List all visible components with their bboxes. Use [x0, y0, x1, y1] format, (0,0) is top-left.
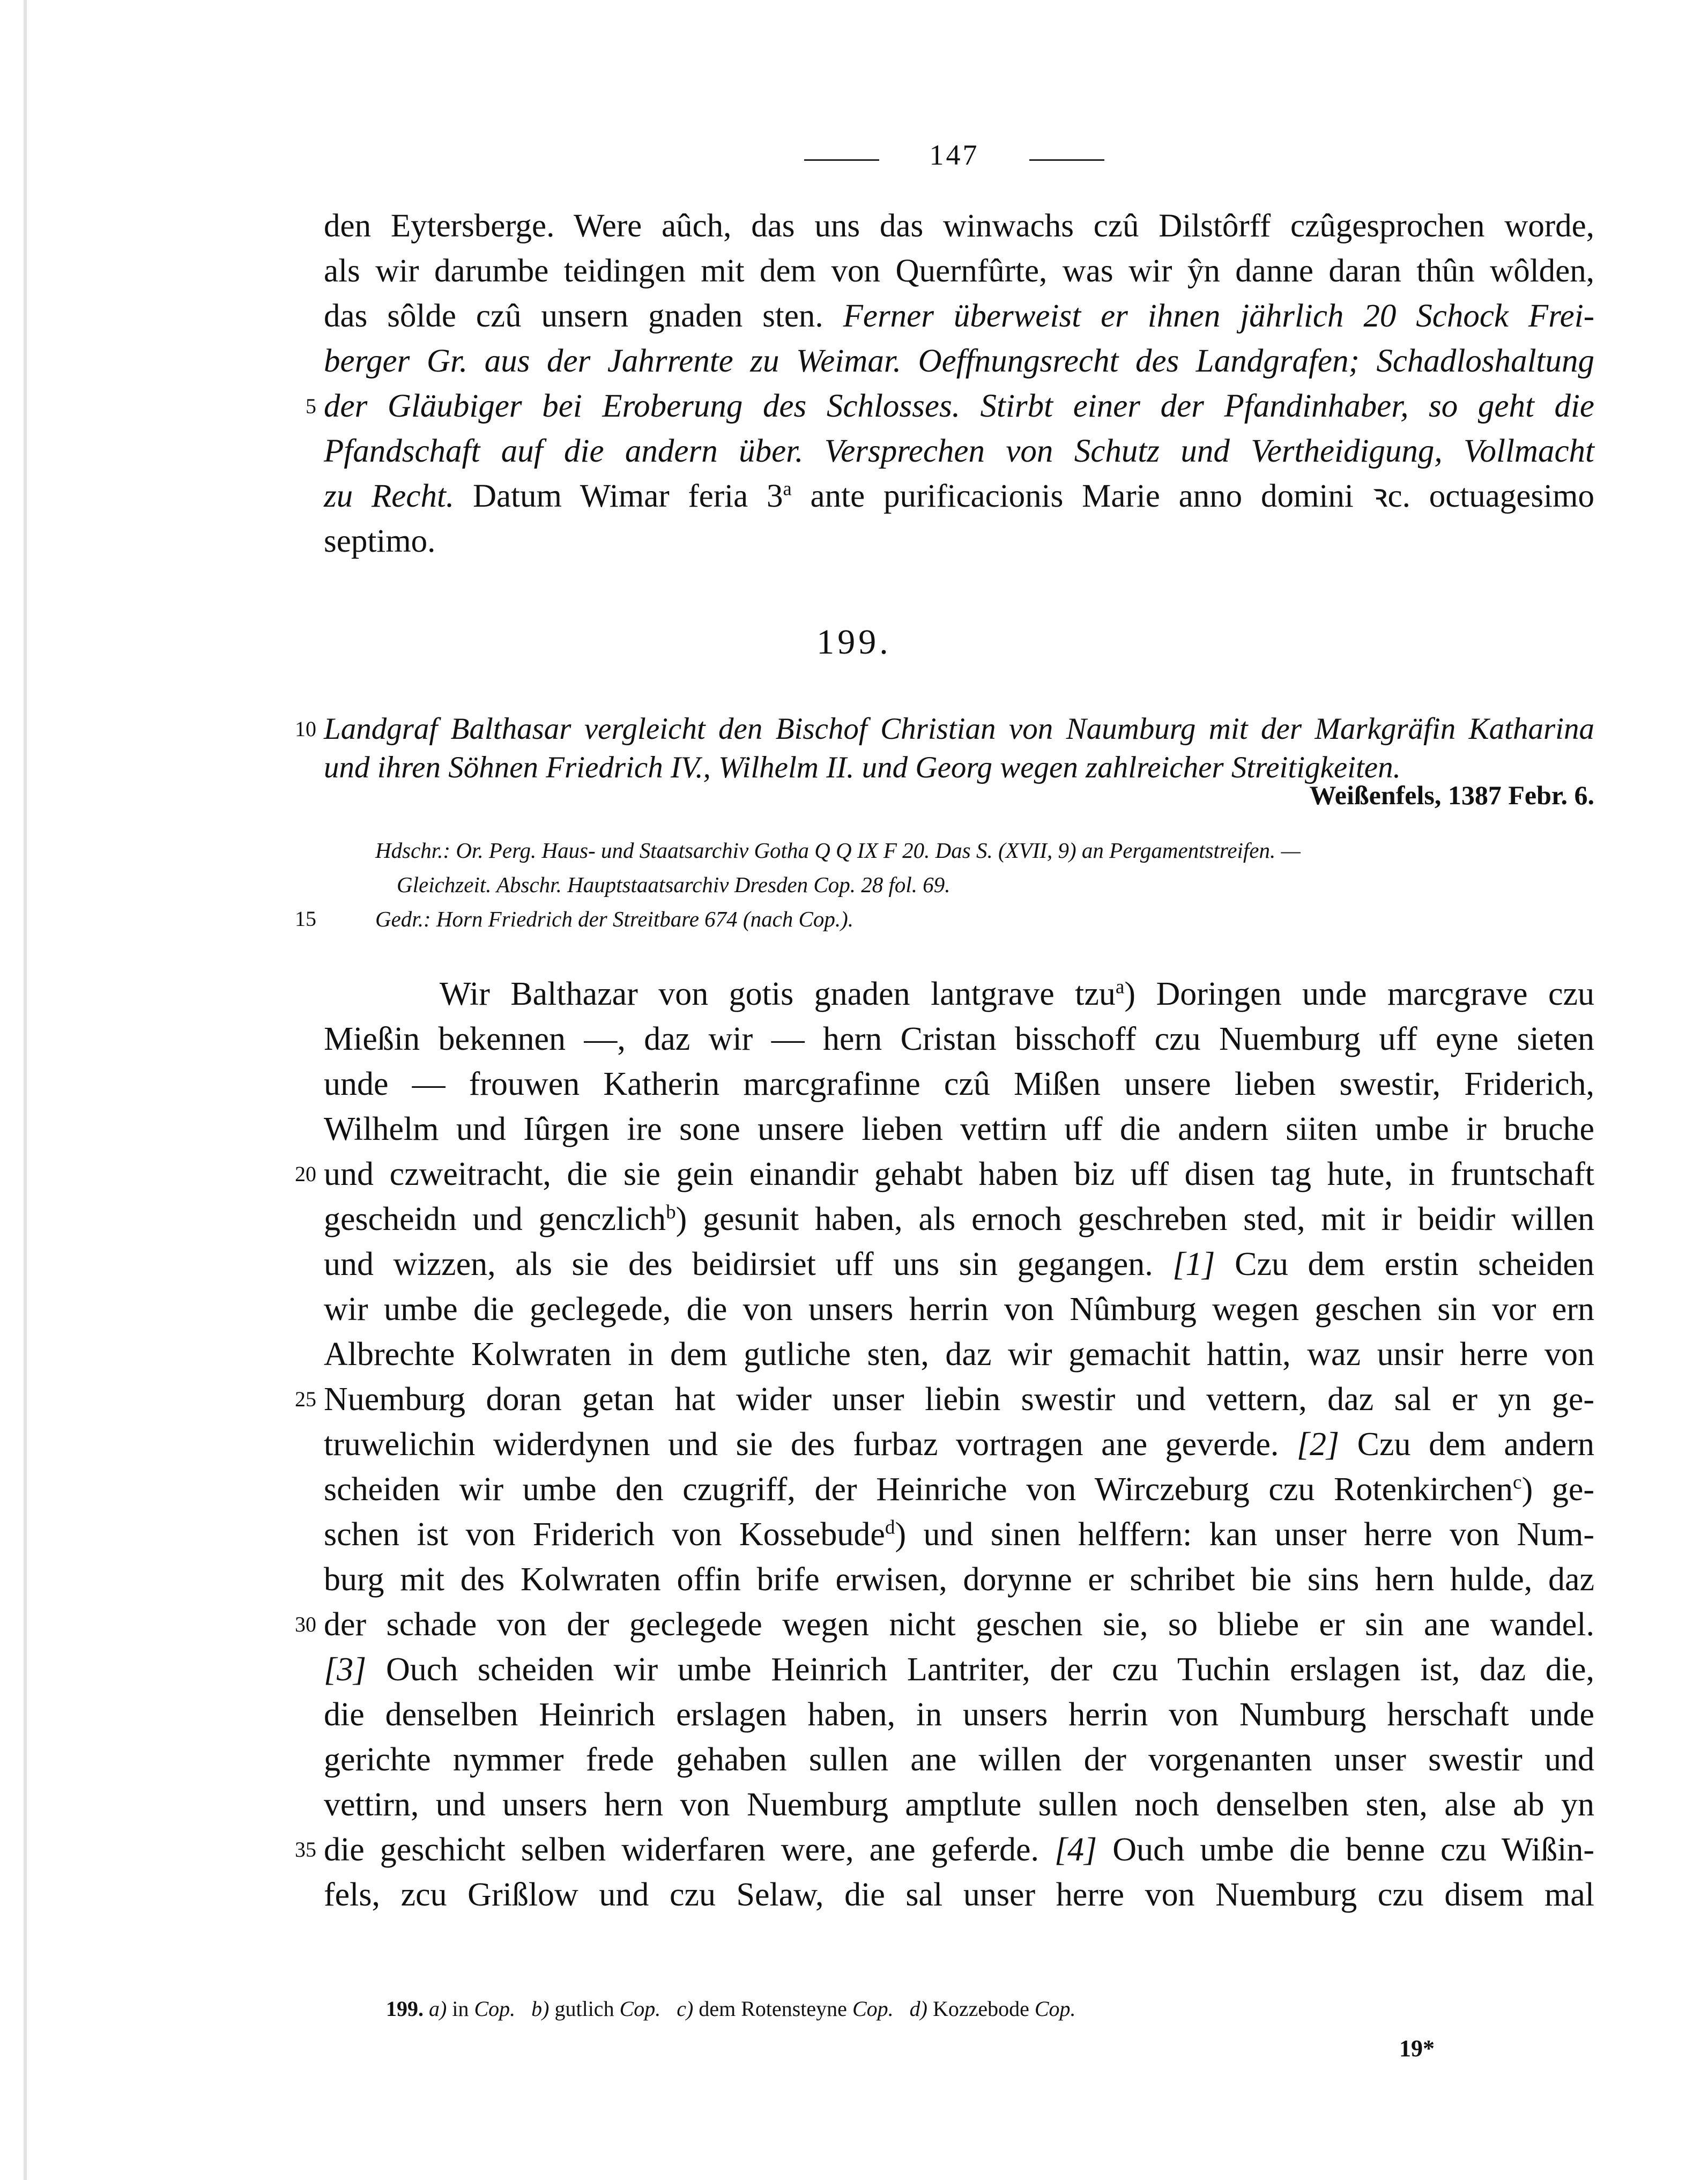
body-line: Mießin bekennen —, daz wir — hern Cristan bisschoff czu Nuemburg uff eyne sieten — [324, 1021, 1594, 1057]
section-marker: [3] — [324, 1651, 367, 1688]
footnote-source: Cop. — [852, 1997, 894, 2021]
footnote-label: c) — [677, 1997, 694, 2021]
body-line — [324, 1422, 1594, 1467]
line-number: 30 — [295, 1612, 316, 1636]
text-roman: Datum Wimar feria 3 — [472, 478, 783, 514]
text-roman: ante purificacionis Marie anno domini ꝛc. octuagesimo — [810, 478, 1595, 514]
footnote-label: a) — [429, 1997, 447, 2021]
line-number: 10 — [295, 717, 316, 741]
text-roman: ) und sinen helffern: kan unser herre von Num- — [895, 1516, 1594, 1553]
body-line: die denselben Heinrich erslagen haben, in unsers herrin von Numburg herschaft unde — [324, 1696, 1594, 1733]
body-line — [440, 972, 1594, 1017]
body-line: und czweitracht, die sie gein einandir gehabt haben biz uff disen tag hute, in fruntschaft — [324, 1156, 1594, 1192]
text-line: den Eytersberge. Were aûch, das uns das winwachs czû Dilstôrff czûgesprochen worde, — [324, 208, 1594, 244]
body-line: gerichte nymmer frede gehaben sullen ane willen der vorgenanten unser swestir und — [324, 1741, 1594, 1778]
text-roman: truwelichin widerdynen und sie des furbaz vortragen ane geverde. — [324, 1426, 1279, 1463]
text-roman: das sôlde czû unsern gnaden sten. — [324, 298, 823, 334]
footnote-text: Kozzebode — [932, 1997, 1029, 2021]
header-dash-right — [1029, 159, 1104, 161]
footnote-label: d) — [909, 1997, 927, 2021]
signature-mark: 19* — [1399, 2035, 1435, 2062]
text-italic: Ferner überweist er ihnen jährlich 20 Schock Frei- — [843, 298, 1595, 334]
text-roman: gescheidn und genczlich — [324, 1201, 666, 1237]
line-number: 15 — [295, 907, 316, 931]
text-roman: Wir Balthazar von gotis gnaden lantgrave tzu — [440, 976, 1116, 1012]
body-line: vettirn, und unsers hern von Nuemburg amptlute sullen noch denselben sten, alse ab yn — [324, 1786, 1594, 1823]
body-line — [324, 1242, 1594, 1287]
body-line — [324, 1647, 1594, 1692]
text-roman: scheiden wir umbe den czugriff, der Heinriche von Wirczeburg czu Rotenkirchen — [324, 1471, 1513, 1508]
superscript: a — [1115, 976, 1125, 998]
source-line: Gedr.: Horn Friedrich der Streitbare 674 (nach Cop.). — [375, 907, 854, 931]
body-line: der schade von der geclegede wegen nicht geschen sie, so bliebe er sin ane wandel. — [324, 1606, 1594, 1643]
text-line: berger Gr. aus der Jahrrente zu Weimar. Oeffnungsrecht des Landgrafen; Schadloshaltung — [324, 343, 1594, 379]
document-number: 199. — [816, 622, 892, 662]
footnote-text: in — [452, 1997, 469, 2021]
text-roman: Czu dem andern — [1357, 1426, 1595, 1463]
body-line: burg mit des Kolwraten offin brife erwisen, dorynne er schribet bie sins hern hulde, daz — [324, 1561, 1594, 1598]
line-number: 5 — [306, 394, 316, 418]
body-line — [324, 1512, 1594, 1557]
superscript: d — [885, 1516, 895, 1539]
regest-line: und ihren Söhnen Friedrich IV., Wilhelm II. und Georg wegen zahlreicher Streitigkeiten. — [324, 751, 1401, 784]
line-number: 25 — [295, 1387, 316, 1411]
body-line — [324, 1467, 1594, 1512]
body-line — [324, 1827, 1594, 1872]
superscript: a — [783, 477, 792, 500]
text-line: septimo. — [324, 523, 436, 559]
body-line: wir umbe die geclegede, die von unsers herrin von Nûmburg wegen geschen sin vor ern — [324, 1291, 1594, 1328]
footnote-ref: 199. — [386, 1997, 424, 2021]
regest-line: Landgraf Balthasar vergleicht den Bischof Christian von Naumburg mit der Markgräfin Katharina — [324, 712, 1594, 746]
text-line: Pfandschaft auf die andern über. Versprechen von Schutz und Vertheidigung, Vollmacht — [324, 433, 1594, 469]
text-roman: ) gesunit haben, als ernoch geschreben sted, mit ir beidir willen — [675, 1201, 1594, 1237]
footnote-source: Cop. — [619, 1997, 661, 2021]
body-line: fels, zcu Grißlow und czu Selaw, die sal unser herre von Nuemburg czu disem mal — [324, 1877, 1594, 1913]
line-number: 20 — [295, 1162, 316, 1186]
section-marker: [1] — [1172, 1246, 1215, 1282]
text-line — [324, 294, 1594, 339]
text-roman: schen ist von Friderich von Kossebude — [324, 1516, 885, 1553]
text-roman: und wizzen, als sie des beidirsiet uff uns sin gegangen. — [324, 1246, 1153, 1282]
superscript: c — [1513, 1471, 1522, 1494]
text-roman: die geschicht selben widerfaren were, ane geferde. — [324, 1832, 1039, 1868]
text-roman: Czu dem erstin scheiden — [1235, 1246, 1595, 1282]
line-number: 35 — [295, 1837, 316, 1862]
page-number: 147 — [929, 139, 979, 171]
text-roman: Ouch umbe die benne czu Wißin- — [1112, 1832, 1595, 1868]
text-italic: zu Recht. — [324, 478, 455, 514]
footnote-label: b) — [531, 1997, 549, 2021]
text-roman: Ouch scheiden wir umbe Heinrich Lantriter, der czu Tuchin erslagen ist, daz die, — [385, 1651, 1594, 1688]
text-line — [324, 474, 1594, 519]
body-line: Wilhelm und Iûrgen ire sone unsere lieben vettirn uff die andern siiten umbe ir bruche — [324, 1111, 1594, 1147]
body-line — [324, 1197, 1594, 1242]
source-line: Hdschr.: Or. Perg. Haus- und Staatsarchiv Gotha Q Q IX F 20. Das S. (XVII, 9) an Pergamentstreifen. — — [375, 838, 1301, 863]
text-line: der Gläubiger bei Eroberung des Schlosses. Stirbt einer der Pfandinhaber, so geht die — [324, 388, 1594, 424]
body-line: unde — frouwen Katherin marcgrafinne czû Mißen unsere lieben swestir, Friderich, — [324, 1066, 1594, 1102]
superscript: b — [666, 1201, 676, 1224]
section-marker: [4] — [1054, 1832, 1097, 1868]
scan-edge — [24, 0, 27, 2180]
footnote-text: gutlich — [554, 1997, 614, 2021]
footnote-source: Cop. — [474, 1997, 516, 2021]
text-roman: ) Doringen unde marcgrave czu — [1124, 976, 1594, 1012]
footnotes — [386, 1990, 1076, 2028]
source-line: Gleichzeit. Abschr. Hauptstaatsarchiv Dresden Cop. 28 fol. 69. — [397, 872, 950, 897]
body-line: Nuemburg doran getan hat wider unser liebin swestir und vettern, daz sal er yn ge- — [324, 1381, 1594, 1418]
document-date: Weißenfels, 1387 Febr. 6. — [1309, 780, 1594, 810]
page-header — [804, 138, 1104, 181]
text-line: als wir darumbe teidingen mit dem von Quernfûrte, was wir ŷn danne daran thûn wôlden, — [324, 253, 1594, 289]
section-marker: [2] — [1296, 1426, 1340, 1463]
text-roman: ) ge- — [1521, 1471, 1594, 1508]
body-line: Albrechte Kolwraten in dem gutliche sten, daz wir gemachit hattin, waz unsir herre von — [324, 1336, 1594, 1373]
footnote-text: dem Rotensteyne — [699, 1997, 847, 2021]
footnote-source: Cop. — [1034, 1997, 1076, 2021]
